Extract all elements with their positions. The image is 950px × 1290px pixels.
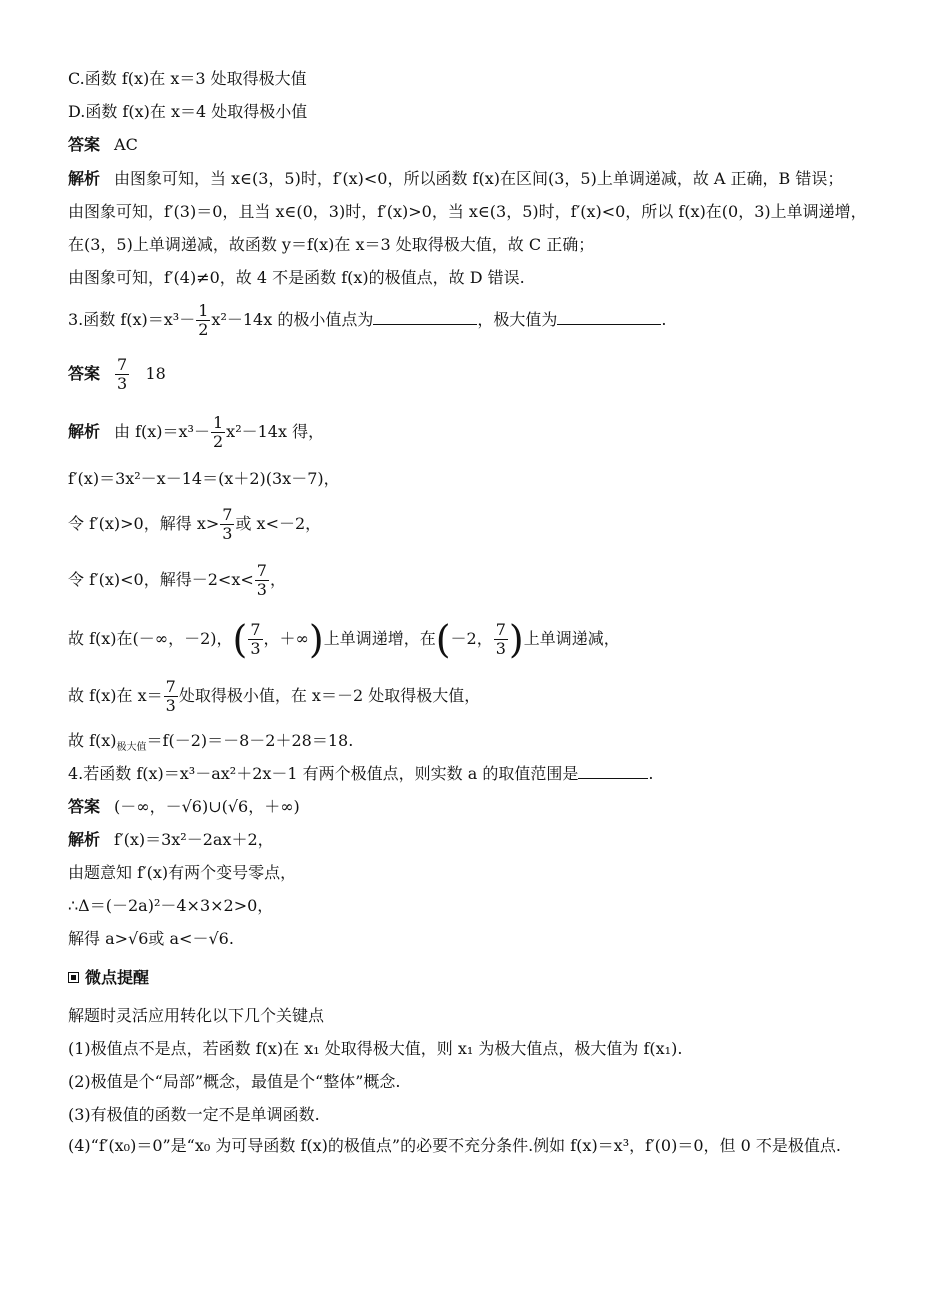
fraction-denominator: 3 [222,524,233,543]
fraction-denominator: 3 [495,639,506,658]
q4-analysis-3: ∴Δ＝(－2a)²－4×3×2>0， [68,896,274,915]
q4-stem-part: 4.若函数 f(x)＝x³－ax²＋2x－1 有两个极值点，则实数 a 的取值范围是 [68,764,579,783]
big-right-paren: ) [508,617,524,662]
analysis-label: 解析 [68,830,101,849]
q3-stem-part: 3.函数 f(x)＝x³－ [68,310,196,329]
fraction-denominator: 2 [212,432,224,451]
analysis-text: 故 f(x)在(－∞，－2)， [68,629,233,648]
fraction [196,302,210,339]
fraction [255,562,269,599]
fraction [220,506,234,543]
analysis-text: ，＋∞ [263,629,309,648]
fraction-denominator: 3 [165,696,176,715]
analysis-text: 或 x<－2， [235,514,322,533]
fraction [211,414,225,451]
q3-analysis-2: f′(x)＝3x²－x－14＝(x＋2)(3x－7)， [68,469,340,488]
analysis-text: 由图象可知，当 x∈(3，5)时，f′(x)<0，所以函数 f(x)在区间(3，5)上单调递减，故 A 正确，B 错误； [114,169,844,188]
q3-answer [68,354,166,394]
tips-item-2: (2)极值是个“局部”概念，最值是个“整体”概念. [68,1072,401,1091]
tips-item-1: (1)极值点不是点，若函数 f(x)在 x₁ 处取得极大值，则 x₁ 为极大值点，极大值为 f(x₁). [68,1039,683,1058]
answer-label: 答案 [68,364,101,383]
q3-analysis-5 [68,618,620,660]
q3-analysis-1 [68,412,324,452]
analysis-text: f′(x)＝3x²－2ax＋2， [114,830,274,849]
q2-analysis-1 [68,168,843,190]
analysis-text: 故 f(x)在 x＝ [68,686,163,705]
analysis-text: x²－14x 得， [226,422,325,441]
tips-intro: 解题时灵活应用转化以下几个关键点 [68,1006,325,1025]
fraction-numerator: 1 [212,413,224,432]
q3-analysis-6 [68,676,480,716]
q4-stem-part: . [648,764,654,783]
q4-analysis-4: 解得 a>√6或 a<－√6. [68,929,234,948]
q3-analysis-3 [68,504,321,544]
tips-item-4: (4)“f′(x₀)＝0”是“x₀ 为可导函数 f(x)的极值点”的必要不充分条件.例如 f(x)＝x³，f′(0)＝0，但 0 不是极值点. [68,1136,841,1155]
fraction-numerator: 7 [256,561,267,580]
big-left-paren: ( [435,617,451,662]
answer-blank [373,308,477,325]
tips-title-text: 微点提醒 [85,968,150,987]
analysis-text: 故 f(x) [68,731,117,750]
analysis-label: 解析 [68,422,101,441]
q4-stem [68,762,653,785]
fraction [248,621,262,658]
analysis-text: 由 f(x)＝x³－ [114,422,210,441]
analysis-text: －2， [450,629,493,648]
fraction [164,678,178,715]
big-left-paren: ( [232,617,248,662]
answer-label: 答案 [68,135,101,154]
tips-title [68,967,149,989]
option-d: D.函数 f(x)在 x＝4 处取得极小值 [68,102,308,121]
answer-label: 答案 [68,797,101,816]
subscript: 极大值 [116,742,147,754]
q2-answer [68,134,138,156]
q3-stem-part: ，极大值为 [477,310,558,329]
answer-value: 18 [145,364,166,383]
analysis-label: 解析 [68,169,101,188]
analysis-text: 上单调递减， [523,629,620,648]
analysis-text: 上单调递增，在 [323,629,436,648]
fraction [494,621,508,658]
q3-analysis-7 [68,730,353,759]
answer-value: AC [114,135,138,154]
q2-analysis-2: 由图象可知，f′(3)＝0，且当 x∈(0，3)时，f′(x)>0，当 x∈(3，5)时，f′(x)<0，所以 f(x)在(0，3)上单调递增， [68,202,867,221]
analysis-text: ＝f(－2)＝－8－2＋28＝18. [146,731,354,750]
fraction [115,356,129,393]
fraction-numerator: 7 [117,355,128,374]
q2-analysis-3: 在(3，5)上单调递减，故函数 y＝f(x)在 x＝3 处取得极大值，故 C 正确； [68,235,595,254]
fraction-numerator: 7 [250,620,261,639]
fraction-denominator: 2 [198,320,209,339]
analysis-text: 处取得极小值，在 x＝－2 处取得极大值， [178,686,481,705]
q4-answer [68,796,300,818]
fraction-denominator: 3 [256,580,267,599]
answer-blank [578,762,648,779]
fraction-numerator: 7 [165,677,176,696]
q3-analysis-4 [68,560,286,600]
option-c: C.函数 f(x)在 x＝3 处取得极大值 [68,69,307,88]
analysis-text: 令 f′(x)<0，解得－2<x< [68,570,254,589]
analysis-text: ， [269,570,286,589]
fraction-denominator: 3 [250,639,261,658]
q2-analysis-4: 由图象可知，f′(4)≠0，故 4 不是函数 f(x)的极值点，故 D 错误. [68,268,525,287]
square-bullet-icon [68,972,79,983]
big-right-paren: ) [308,617,324,662]
q3-stem-part: x²－14x 的极小值点为 [211,310,374,329]
q4-analysis-1 [68,829,274,851]
q4-analysis-2: 由题意知 f′(x)有两个变号零点， [68,863,297,882]
tips-item-3: (3)有极值的函数一定不是单调函数. [68,1105,320,1124]
answer-blank [557,308,661,325]
fraction-numerator: 7 [495,620,506,639]
answer-value: (－∞，－√6)∪(√6，＋∞) [114,797,300,816]
q3-stem [68,300,666,340]
q3-stem-part: . [661,310,667,329]
fraction-denominator: 3 [117,374,128,393]
analysis-text: 令 f′(x)>0，解得 x> [68,514,220,533]
fraction-numerator: 7 [222,505,233,524]
fraction-numerator: 1 [198,301,209,320]
